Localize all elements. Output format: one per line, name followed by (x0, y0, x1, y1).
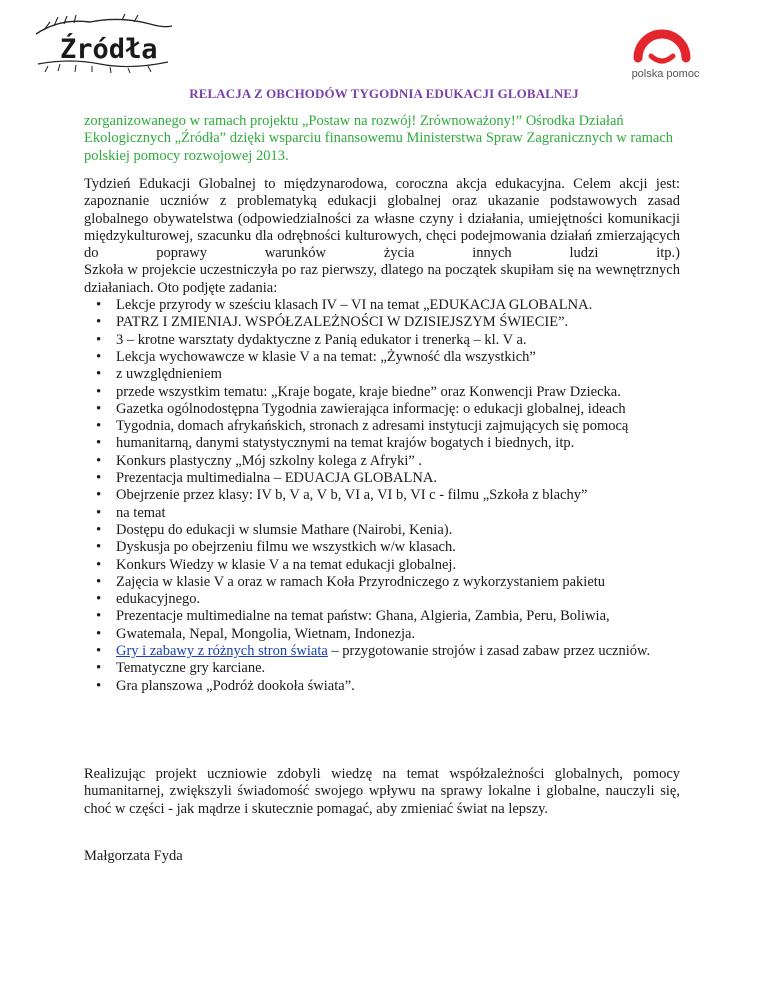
list-item: • Lekcje przyrody w sześciu klasach IV – VI na temat „EDUKACJA GLOBALNA. (84, 297, 680, 314)
list-item: • z uwzględnieniem (84, 366, 680, 383)
polska-pomoc-logo (618, 26, 713, 86)
list-item: • Tygodnia, domach afrykańskich, stronach z adresami instytucji zajmujących się pomocą (84, 418, 680, 435)
zrodla-logo-graphic (30, 12, 175, 74)
list-item: • Konkurs Wiedzy w klasie V a na temat edukacji globalnej. (84, 557, 680, 574)
list-item: • PATRZ I ZMIENIAJ. WSPÓŁZALEŻNOŚCI W DZISIEJSZYM ŚWIECIE”. (84, 314, 680, 331)
list-item: • przede wszystkim tematu: „Kraje bogate, kraje biedne” oraz Konwencji Praw Dziecka. (84, 384, 680, 401)
paragraph-participation: Szkoła w projekcie uczestniczyła po raz pierwszy, dlatego na początek skupiłam się na wewnętrznych działaniach. Oto podjęte zadania: (84, 262, 680, 296)
polska-pomoc-icon (633, 26, 691, 66)
list-item: • Konkurs plastyczny „Mój szkolny kolega z Afryki” . (84, 453, 680, 470)
list-item: • Prezentacja multimedialna – EDUACJA GLOBALNA. (84, 470, 680, 487)
games-link[interactable]: Gry i zabawy z różnych stron świata (116, 643, 328, 660)
task-list (84, 297, 680, 695)
list-item: • edukacyjnego. (84, 591, 680, 608)
list-item: • Zajęcia w klasie V a oraz w ramach Koła Przyrodniczego z wykorzystaniem pakietu (84, 574, 680, 591)
list-item: • Dostępu do edukacji w slumsie Mathare (Nairobi, Kenia). (84, 522, 680, 539)
author-signature: Małgorzata Fyda (84, 848, 183, 864)
list-item: • Dyskusja po obejrzeniu filmu we wszystkich w/w klasach. (84, 539, 680, 556)
zrodla-logo (30, 12, 175, 74)
list-item: • humanitarną, danymi statystycznymi na temat krajów bogatych i biednych, itp. (84, 435, 680, 452)
list-item-games (84, 643, 680, 660)
list-item: • Lekcja wychowawcze w klasie V a na temat: „Żywność dla wszystkich” (84, 349, 680, 366)
list-item: • na temat (84, 505, 680, 522)
polska-pomoc-text: polska pomoc (631, 68, 700, 80)
list-item: • Gazetka ogólnodostępna Tygodnia zawierająca informację: o edukacji globalnej, ideach (84, 401, 680, 418)
list-item: • Gra planszowa „Podróż dookoła świata”. (84, 678, 680, 695)
main-content (84, 176, 680, 695)
list-item: • Obejrzenie przez klasy: IV b, V a, V b, VI a, VI b, VI c - filmu „Szkoła z blachy” (84, 487, 680, 504)
list-item: • Tematyczne gry karciane. (84, 660, 680, 677)
paragraph-goal: Tydzień Edukacji Globalnej to międzynarodowa, coroczna akcja edukacyjna. Celem akcji jest: zapoznanie uczniów z problematyką edukacji globalnej oraz ukazanie podstawowych zasad globalnego obywatelstwa (odpowiedzialności za własne czyny i działania, umiejętności komunikacji międzykulturowej, szacunku dla odrębności kulturowych, chęci podejmowania działań zmierzających do poprawy warunków życia innych ludzi itp.) (84, 176, 680, 262)
list-item: • 3 – krotne warsztaty dydaktyczne z Panią edukator i trenerką – kl. V a. (84, 332, 680, 349)
closing-paragraph: Realizując projekt uczniowie zdobyli wiedzę na temat współzależności globalnych, pomocy humanitarnej, zwiększyli świadomość swojego wpływu na sprawy lokalne i globalne, nauczyli się, choć w części - jak mądrze i skutecznie pomagać, aby zmieniać świat na lepszy. (84, 766, 680, 817)
zrodla-logo-text: Źródła (60, 34, 158, 65)
intro-paragraph: zorganizowanego w ramach projektu „Postaw na rozwój! Zrównoważony!” Ośrodka Działań Ekologicznych „Źródła” dzięki wsparciu finansowemu Ministerstwa Spraw Zagranicznych w ramach polskiej pomocy rozwojowej 2013. (84, 113, 674, 164)
games-description: – przygotowanie strojów i zasad zabaw przez uczniów. (327, 643, 651, 660)
list-item: • Prezentacje multimedialne na temat państw: Ghana, Algieria, Zambia, Peru, Boliwia, (84, 608, 680, 625)
list-item: • Gwatemala, Nepal, Mongolia, Wietnam, Indonezja. (84, 626, 680, 643)
page-title: RELACJA Z OBCHODÓW TYGODNIA EDUKACJI GLOBALNEJ (189, 86, 579, 101)
